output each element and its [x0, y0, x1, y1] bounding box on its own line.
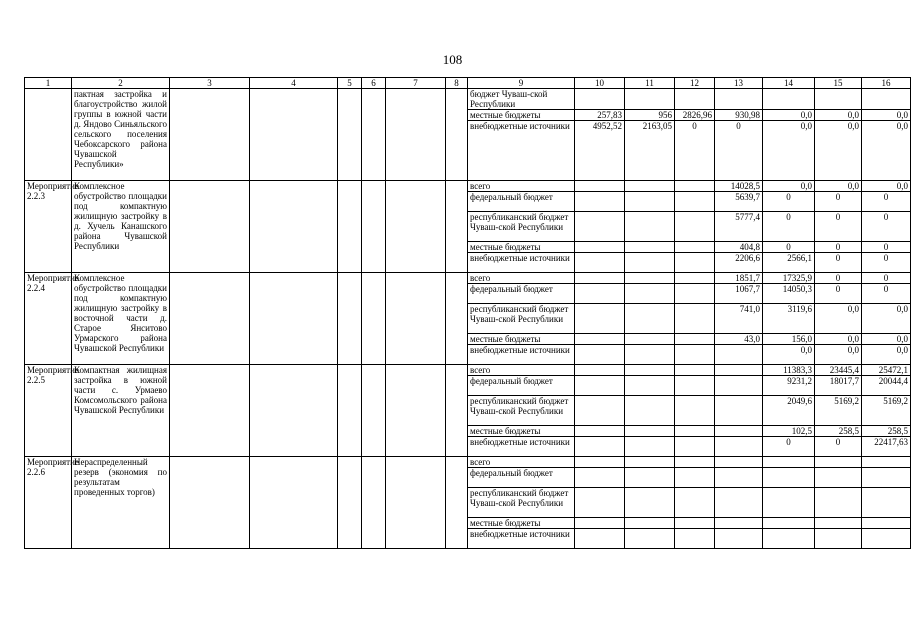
value-cell: 102,5 [763, 426, 815, 437]
header-cell: 2 [72, 78, 170, 89]
value-cell: 156,0 [763, 334, 815, 345]
value-cell: 0 [862, 212, 911, 242]
value-cell: 2826,96 [675, 110, 715, 121]
source-label: местные бюджеты [468, 110, 575, 121]
value-cell: 0 [815, 212, 862, 242]
header-cell: 10 [575, 78, 625, 89]
value-cell: 5639,7 [715, 192, 763, 212]
value-cell: 0,0 [763, 181, 815, 192]
value-cell: 23445,4 [815, 365, 862, 376]
value-cell: 0,0 [815, 121, 862, 181]
value-cell: 18017,7 [815, 376, 862, 396]
value-cell: 0 [675, 121, 715, 181]
value-cell: 0 [763, 242, 815, 253]
value-cell: 2163,05 [625, 121, 675, 181]
table-row [25, 365, 911, 376]
header-cell: 16 [862, 78, 911, 89]
source-label: всего [468, 273, 575, 284]
value-cell: 25472,1 [862, 365, 911, 376]
value-cell: 0 [815, 242, 862, 253]
value-cell: 956 [625, 110, 675, 121]
header-cell: 13 [715, 78, 763, 89]
value-cell: 258,5 [815, 426, 862, 437]
value-cell: 20044,4 [862, 376, 911, 396]
header-cell: 4 [250, 78, 338, 89]
value-cell: 0 [815, 284, 862, 304]
header-cell: 11 [625, 78, 675, 89]
value-cell: 0,0 [815, 334, 862, 345]
source-label: всего [468, 181, 575, 192]
value-cell: 43,0 [715, 334, 763, 345]
source-label: внебюджетные источники [468, 529, 575, 549]
value-cell [715, 345, 763, 365]
source-label: республиканский бюджет Чуваш-ской Республики [468, 304, 575, 334]
value-cell: 0,0 [815, 181, 862, 192]
header-cell: 8 [446, 78, 468, 89]
header-cell: 15 [815, 78, 862, 89]
measure-code: Мероприятие 2.2.6 [25, 457, 72, 549]
value-cell: 0 [815, 273, 862, 284]
value-cell: 0,0 [763, 121, 815, 181]
value-cell: 930,98 [715, 110, 763, 121]
value-cell: 14050,3 [763, 284, 815, 304]
value-cell: 0 [815, 253, 862, 273]
value-cell: 0,0 [862, 304, 911, 334]
value-cell: 3119,6 [763, 304, 815, 334]
page-number: 108 [442, 52, 463, 67]
value-cell: 2206,6 [715, 253, 763, 273]
value-cell: 741,0 [715, 304, 763, 334]
value-cell: 1067,7 [715, 284, 763, 304]
value-cell: 4952,52 [575, 121, 625, 181]
header-cell: 3 [170, 78, 250, 89]
source-label: федеральный бюджет [468, 376, 575, 396]
value-cell: 0,0 [862, 345, 911, 365]
value-cell: 0,0 [815, 345, 862, 365]
value-cell: 17325,9 [763, 273, 815, 284]
value-cell: 5169,2 [862, 396, 911, 426]
source-label: местные бюджеты [468, 334, 575, 345]
source-label: местные бюджеты [468, 518, 575, 529]
value-cell: 0,0 [763, 345, 815, 365]
value-cell: 1851,7 [715, 273, 763, 284]
source-label: федеральный бюджет [468, 284, 575, 304]
measure-code: Мероприятие 2.2.4 [25, 273, 72, 365]
table-row [25, 89, 911, 110]
source-label: всего [468, 365, 575, 376]
measure-code: Мероприятие 2.2.5 [25, 365, 72, 457]
table-row [25, 273, 911, 284]
value-cell: 0 [815, 192, 862, 212]
value-cell: 0 [715, 121, 763, 181]
source-label: федеральный бюджет [468, 192, 575, 212]
header-cell: 9 [468, 78, 575, 89]
header-cell: 7 [386, 78, 446, 89]
header-cell: 12 [675, 78, 715, 89]
value-cell: 0 [763, 437, 815, 457]
value-cell: 0 [815, 437, 862, 457]
source-label: внебюджетные источники [468, 345, 575, 365]
budget-table [24, 77, 911, 549]
measure-description: Комплексное обустройство площадки под компактную жилищную застройку в восточной части д. Старое Янситово Урмарского района Чувашской Республики [72, 273, 170, 365]
header-cell: 5 [338, 78, 362, 89]
value-cell: 11383,3 [763, 365, 815, 376]
value-cell: 0,0 [862, 121, 911, 181]
source-label: бюджет Чуваш-ской Республики [468, 89, 575, 110]
header-cell: 1 [25, 78, 72, 89]
measure-description: Нераспределенный резерв (экономия по результатам проведенных торгов) [72, 457, 170, 549]
header-cell: 6 [362, 78, 386, 89]
source-label: внебюджетные источники [468, 437, 575, 457]
value-cell: 9231,2 [763, 376, 815, 396]
header-cell: 14 [763, 78, 815, 89]
value-cell: 0,0 [763, 110, 815, 121]
value-cell: 2049,6 [763, 396, 815, 426]
value-cell: 0 [763, 192, 815, 212]
value-cell: 257,83 [575, 110, 625, 121]
value-cell: 0,0 [815, 304, 862, 334]
measure-description: Компактная жилищная застройка в южной части с. Урмаево Комсомольского района Чувашской Республики [72, 365, 170, 457]
source-label: республиканский бюджет Чуваш-ской Республики [468, 212, 575, 242]
value-cell: 22417,63 [862, 437, 911, 457]
table-row [25, 181, 911, 192]
source-label: всего [468, 457, 575, 468]
value-cell: 404,8 [715, 242, 763, 253]
value-cell: 0 [763, 212, 815, 242]
value-cell: 2566,1 [763, 253, 815, 273]
value-cell: 0 [862, 242, 911, 253]
value-cell: 5777,4 [715, 212, 763, 242]
header-row [25, 78, 911, 89]
value-cell: 0 [862, 192, 911, 212]
table-row [25, 457, 911, 468]
source-label: внебюджетные источники [468, 253, 575, 273]
measure-description: Комплексное обустройство площадки под компактную жилищную застройку в д. Хучель Канашского района Чувашской Республики [72, 181, 170, 273]
source-label: республиканский бюджет Чуваш-ской Республики [468, 488, 575, 518]
source-label: федеральный бюджет [468, 468, 575, 488]
value-cell: 258,5 [862, 426, 911, 437]
value-cell: 0,0 [815, 110, 862, 121]
source-label: республиканский бюджет Чуваш-ской Республики [468, 396, 575, 426]
value-cell: 0,0 [862, 110, 911, 121]
value-cell: 0 [862, 253, 911, 273]
source-label: местные бюджеты [468, 426, 575, 437]
source-label: местные бюджеты [468, 242, 575, 253]
source-label: внебюджетные источники [468, 121, 575, 181]
value-cell: 0 [862, 284, 911, 304]
value-cell: 0,0 [862, 334, 911, 345]
measure-description: пактная застройка и благоустройство жилой группы в южной части д. Яндово Синьяльского сельского поселения Чебоксарского района Чувашской Республики» [72, 89, 170, 181]
value-cell: 5169,2 [815, 396, 862, 426]
value-cell: 0 [862, 273, 911, 284]
value-cell: 14028,5 [715, 181, 763, 192]
value-cell: 0,0 [862, 181, 911, 192]
measure-code: Мероприятие 2.2.3 [25, 181, 72, 273]
